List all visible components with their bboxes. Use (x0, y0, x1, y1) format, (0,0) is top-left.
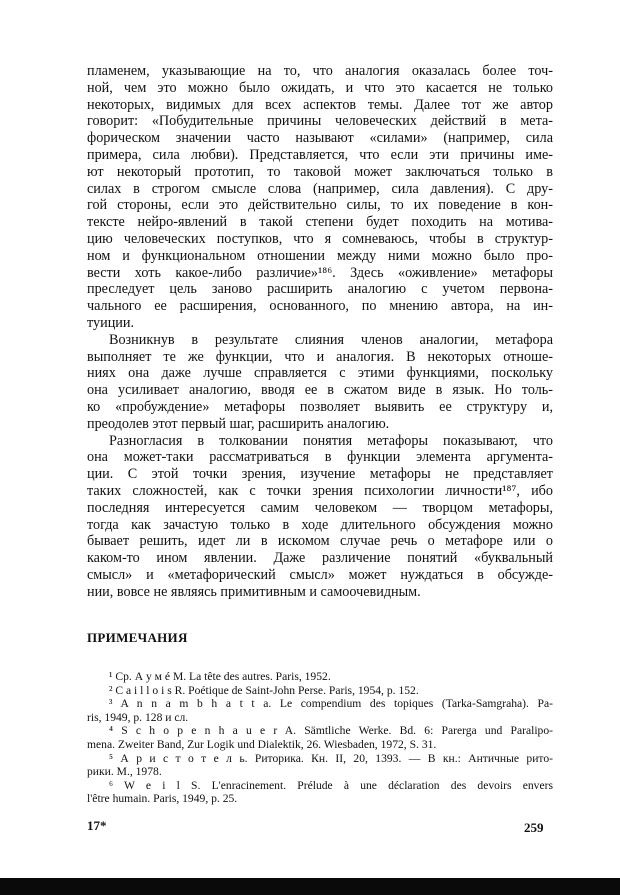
notes-heading: ПРИМЕЧАНИЯ (87, 630, 188, 645)
page-number: 259 (524, 820, 544, 835)
scan-edge (0, 878, 620, 895)
text-line: ¹ Ср. А у м é M. La tête des autres. Paris, 1952. (109, 670, 331, 683)
text-line: примера, сила любви). Представляется, что если эти причины име- (87, 146, 553, 163)
text-line: выполняет те же функции, что и аналогия. В некоторых отноше- (87, 348, 553, 365)
text-line: смысл» и «метафорический смысл» может нуждаться в обсужде- (87, 566, 553, 583)
paragraph (87, 332, 553, 433)
text-line: ют некоторый прототип, то таковой может заключаться только в (87, 163, 553, 180)
text-line: ном и функциональном отношении между ними можно было про- (87, 247, 553, 264)
text-line: ко «пробуждение» метафоры позволяет выявить ее структуру и, (87, 398, 553, 415)
text-line: ниях она даже лучше справляется с этими функциями, поскольку (87, 365, 553, 382)
text-line: ⁵ А р и с т о т е л ь. Риторика. Кн. II, 20, 1393. — В кн.: Античные рито- (109, 751, 553, 765)
text-line: цию человеческих поступков, что я сомневаюсь, чтобы в структур- (87, 230, 553, 247)
text-line: гой стороны, если это действительно силы, то их поведение в кон- (87, 197, 553, 214)
body-text (87, 63, 553, 601)
text-line: преодолев этот первый шаг, расширить аналогию. (87, 415, 390, 432)
footnote (87, 670, 553, 684)
text-line: туиции. (87, 314, 135, 331)
text-line: тогда как зачастую только в ходе длительного обсуждения можно (87, 516, 553, 533)
text-line: каком-то ином явлении. Даже различение понятий «буквальный (87, 550, 553, 567)
text-line: тексте нейро-явлений в такой степени будет походить на мотива- (87, 214, 553, 231)
text-line: она может-таки рассматриваться в функции элемента аргумента- (87, 449, 553, 466)
text-line: форическом значении часто называют «силами» (например, сила (87, 130, 553, 147)
footnote (87, 684, 553, 698)
paragraph (87, 433, 553, 601)
text-line: ⁴ S c h o p e n h a u e r A. Sämtliche Werke. Bd. 6: Parerga und Paralipo- (109, 724, 553, 738)
paragraph (87, 63, 553, 332)
text-line: l'être humain. Paris, 1949, p. 25. (87, 792, 238, 806)
text-line: силах в строгом смысле слова (например, сила давления). С дру- (87, 180, 553, 197)
text-line: нии, вовсе не являясь примитивным и самоочевидным. (87, 583, 421, 600)
text-line: ³ A n n a m b h a t t a. Le compendium des topiques (Tarka-Samgraha). Pa- (109, 697, 553, 711)
footnote (87, 697, 553, 724)
text-line: бывает решить, идет ли в искомом случае речь о метафоре или о (87, 533, 553, 550)
footnote (87, 779, 553, 806)
footnotes (87, 670, 553, 806)
text-line: пламенем, указывающие на то, что аналогия оказалась более точ- (87, 63, 553, 79)
text-line: вести хоть какое-либо различие»¹⁸⁶. Здесь «оживление» метафоры (87, 264, 553, 281)
text-line: mena. Zweiter Band, Zur Logik und Dialektik, 26. Wiesbaden, 1972, S. 31. (87, 737, 437, 751)
text-line: ⁶ W e i l S. L'enracinement. Prélude à une déclaration des devoirs envers (109, 778, 553, 792)
text-line: чального ее расширения, основанного, по мнению автора, на ин- (87, 298, 553, 315)
text-line: она усиливает аналогию, вводя ее в сжатом виде в язык. Но толь- (87, 382, 553, 399)
text-line: таких сложностей, как с точки зрения психологии личности¹⁸⁷, ибо (87, 482, 553, 499)
text-line: ² C a i l l o i s R. Poétique de Saint-John Perse. Paris, 1954, p. 152. (109, 683, 419, 697)
footnote (87, 724, 553, 751)
signature-mark: 17* (87, 818, 107, 833)
text-line: некоторых, видимых для всех аспектов темы. Далее тот же автор (87, 96, 553, 113)
text-line: говорит: «Побудительные причины человеческих действий в мета- (87, 113, 553, 130)
text-line: Возникнув в результате слияния членов аналогии, метафора (109, 331, 553, 348)
footnote (87, 752, 553, 779)
text-line: рики. М., 1978. (87, 765, 162, 779)
text-line: ной, чем это можно было ожидать, и что это касается не только (87, 79, 553, 96)
text-line: Разногласия в толковании понятия метафоры показывают, что (109, 432, 553, 449)
text-line: преследует цель заново расширить аналогию с учетом первона- (87, 281, 553, 298)
text-line: ris, 1949, p. 128 и сл. (87, 710, 189, 724)
text-line: последняя интересуется самим человеком — творцом метафоры, (87, 499, 553, 516)
text-line: ции. С этой точки зрения, изучение метафоры не представляет (87, 466, 553, 483)
